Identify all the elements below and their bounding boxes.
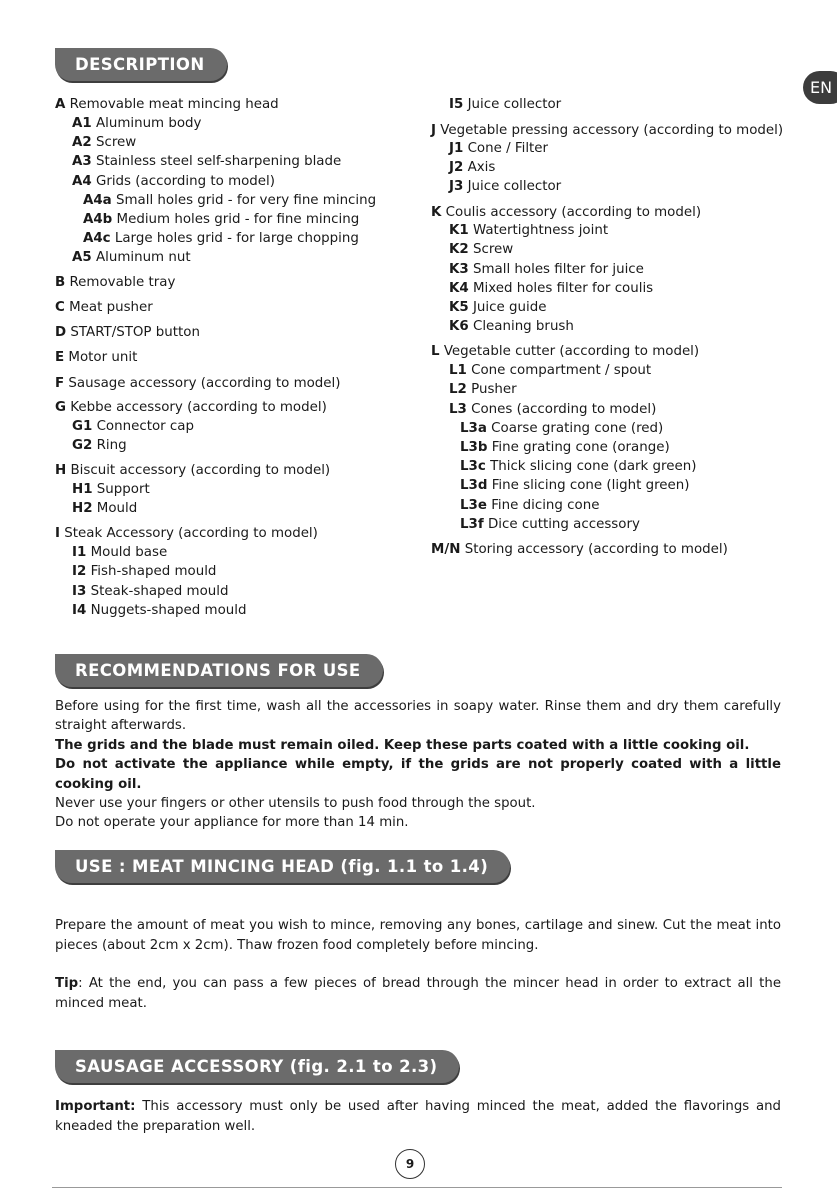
description-item xyxy=(460,496,599,515)
item-code: K6 xyxy=(449,319,469,334)
description-item xyxy=(449,158,495,177)
description-item xyxy=(72,133,136,152)
item-label: Stainless steel self-sharpening blade xyxy=(95,154,342,169)
description-item xyxy=(460,419,663,438)
item-label: Small holes filter for juice xyxy=(472,262,644,277)
item-label: Removable meat mincing head xyxy=(69,97,279,112)
description-item xyxy=(460,438,670,457)
description-item xyxy=(55,323,200,342)
tip-paragraph xyxy=(55,974,781,1014)
sausage-text xyxy=(55,1097,781,1137)
description-item xyxy=(449,240,513,259)
item-code: L xyxy=(431,344,440,359)
item-code: C xyxy=(55,300,65,315)
item-label: Thick slicing cone (dark green) xyxy=(490,459,697,474)
item-code: I2 xyxy=(72,564,87,579)
item-label: Meat pusher xyxy=(69,300,153,315)
item-label: Screw xyxy=(95,135,137,150)
item-label: Juice collector xyxy=(467,97,562,112)
item-label: Cones (according to model) xyxy=(471,402,657,417)
description-item xyxy=(55,95,279,114)
description-item xyxy=(83,210,359,229)
description-item xyxy=(449,361,651,380)
description-item xyxy=(431,540,728,559)
item-code: G1 xyxy=(72,419,93,434)
item-code: A4a xyxy=(83,193,112,208)
item-label: Screw xyxy=(472,242,514,257)
item-code: L3a xyxy=(460,421,487,436)
item-code: J1 xyxy=(449,141,464,156)
item-label: Motor unit xyxy=(68,350,138,365)
recommendation-warning: The grids and the blade must remain oiled. Keep these parts coated with a little cooking oil. xyxy=(55,737,750,753)
description-item xyxy=(83,191,376,210)
item-label: Cone / Filter xyxy=(467,141,549,156)
footer-rule xyxy=(52,1187,782,1188)
description-item xyxy=(72,152,341,171)
item-code: A3 xyxy=(72,154,92,169)
tip-label: Tip xyxy=(55,976,79,991)
item-label: Pusher xyxy=(471,382,517,397)
item-label: Fine slicing cone (light green) xyxy=(491,478,690,493)
item-code: H2 xyxy=(72,501,93,516)
important-text: This accessory must only be used after having minced the meat, added the flavorings and kneaded the preparation well. xyxy=(55,1099,781,1134)
description-item xyxy=(72,499,137,518)
item-label: Mould base xyxy=(90,545,168,560)
item-label: Aluminum nut xyxy=(95,250,191,265)
description-item xyxy=(460,476,689,495)
item-label: Removable tray xyxy=(69,275,176,290)
item-code: E xyxy=(55,350,65,365)
tip-text: : At the end, you can pass a few pieces of bread through the mincer head in order to extract all the minced meat. xyxy=(55,976,781,1011)
item-code: J3 xyxy=(449,179,464,194)
important-label: Important: xyxy=(55,1099,136,1114)
item-code: L2 xyxy=(449,382,467,397)
item-label: Ring xyxy=(96,438,127,453)
meat-mincing-paragraph: Prepare the amount of meat you wish to mince, removing any bones, cartilage and sinew. Cut the meat into pieces (about 2cm x 2cm). Thaw frozen food completely before mincing. xyxy=(55,918,781,953)
description-item xyxy=(72,172,275,191)
item-label: Support xyxy=(96,482,150,497)
description-item xyxy=(72,480,150,499)
description-item xyxy=(449,139,548,158)
item-label: Juice guide xyxy=(472,300,547,315)
description-item xyxy=(72,436,127,455)
item-label: Fine dicing cone xyxy=(491,498,600,513)
description-item xyxy=(431,121,783,140)
description-item xyxy=(431,203,701,222)
description-item xyxy=(72,543,167,562)
item-label: Medium holes grid - for fine mincing xyxy=(116,212,360,227)
item-label: Cleaning brush xyxy=(472,319,574,334)
description-item xyxy=(55,374,341,393)
item-label: Sausage accessory (according to model) xyxy=(68,376,341,391)
page-number: 9 xyxy=(395,1149,425,1179)
item-code: L3 xyxy=(449,402,467,417)
item-code: I xyxy=(55,526,60,541)
description-item xyxy=(55,461,330,480)
description-item xyxy=(72,562,216,581)
description-item xyxy=(449,279,653,298)
recommendation-paragraph: Before using for the first time, wash all the accessories in soapy water. Rinse them and dry them carefully straight afterwards. xyxy=(55,699,781,734)
item-code: K4 xyxy=(449,281,469,296)
section-heading-meat-mincing: USE : MEAT MINCING HEAD (fig. 1.1 to 1.4) xyxy=(55,850,510,883)
description-item xyxy=(72,582,228,601)
section-heading-sausage: SAUSAGE ACCESSORY (fig. 2.1 to 2.3) xyxy=(55,1050,459,1083)
item-code: I5 xyxy=(449,97,464,112)
item-code: K2 xyxy=(449,242,469,257)
item-code: H1 xyxy=(72,482,93,497)
item-label: Juice collector xyxy=(467,179,562,194)
item-label: Grids (according to model) xyxy=(95,174,275,189)
description-item xyxy=(449,298,546,317)
description-item xyxy=(449,177,561,196)
description-item xyxy=(72,114,201,133)
description-item xyxy=(449,95,561,114)
item-label: Watertightness joint xyxy=(472,223,609,238)
description-item xyxy=(431,342,699,361)
item-code: I4 xyxy=(72,603,87,618)
item-label: Axis xyxy=(467,160,496,175)
item-label: Coarse grating cone (red) xyxy=(491,421,664,436)
item-code: L3b xyxy=(460,440,488,455)
item-code: A1 xyxy=(72,116,92,131)
item-label: Nuggets-shaped mould xyxy=(90,603,247,618)
item-code: I3 xyxy=(72,584,87,599)
item-label: START/STOP button xyxy=(70,325,200,340)
description-item xyxy=(72,248,191,267)
item-label: Connector cap xyxy=(96,419,194,434)
item-label: Large holes grid - for large chopping xyxy=(114,231,359,246)
item-label: Mould xyxy=(96,501,138,516)
description-item xyxy=(449,260,644,279)
item-label: Fine grating cone (orange) xyxy=(491,440,670,455)
item-code: I1 xyxy=(72,545,87,560)
item-code: J xyxy=(431,123,436,138)
item-label: Cone compartment / spout xyxy=(471,363,652,378)
description-item xyxy=(449,380,517,399)
item-code: A xyxy=(55,97,66,112)
item-code: G xyxy=(55,400,66,415)
description-item xyxy=(55,398,327,417)
recommendation-paragraph: Do not operate your appliance for more than 14 min. xyxy=(55,815,409,831)
item-label: Storing accessory (according to model) xyxy=(464,542,728,557)
item-code: G2 xyxy=(72,438,93,453)
item-code: K xyxy=(431,205,442,220)
section-heading-recommendations: RECOMMENDATIONS FOR USE xyxy=(55,654,383,687)
item-code: B xyxy=(55,275,66,290)
item-label: Small holes grid - for very fine mincing xyxy=(115,193,377,208)
item-code: J2 xyxy=(449,160,464,175)
item-code: K1 xyxy=(449,223,469,238)
item-code: A5 xyxy=(72,250,92,265)
recommendation-warning: Do not activate the appliance while empty, if the grids are not properly coated with a little cooking oil. xyxy=(55,757,781,792)
important-paragraph xyxy=(55,1097,781,1137)
description-item xyxy=(449,400,656,419)
description-item xyxy=(460,515,640,534)
item-code: A4 xyxy=(72,174,92,189)
description-item xyxy=(55,524,318,543)
item-label: Vegetable pressing accessory (according to model) xyxy=(440,123,784,138)
item-code: K5 xyxy=(449,300,469,315)
item-code: L3c xyxy=(460,459,486,474)
item-code: L1 xyxy=(449,363,467,378)
item-code: L3f xyxy=(460,517,484,532)
item-label: Aluminum body xyxy=(95,116,202,131)
item-code: M/N xyxy=(431,542,461,557)
description-item xyxy=(460,457,696,476)
item-code: L3d xyxy=(460,478,488,493)
description-item xyxy=(83,229,359,248)
section-heading-description: DESCRIPTION xyxy=(55,48,227,81)
description-item xyxy=(55,348,137,367)
description-item xyxy=(449,221,608,240)
item-label: Vegetable cutter (according to model) xyxy=(443,344,700,359)
description-item xyxy=(449,317,574,336)
description-item xyxy=(55,298,153,317)
item-code: A4c xyxy=(83,231,111,246)
item-label: Kebbe accessory (according to model) xyxy=(70,400,327,415)
item-label: Steak Accessory (according to model) xyxy=(64,526,318,541)
recommendation-paragraph: Never use your fingers or other utensils to push food through the spout. xyxy=(55,796,536,812)
item-code: H xyxy=(55,463,67,478)
item-code: F xyxy=(55,376,65,391)
description-item xyxy=(72,601,247,620)
meat-mincing-text xyxy=(55,916,781,1014)
item-code: D xyxy=(55,325,67,340)
item-label: Mixed holes filter for coulis xyxy=(472,281,654,296)
item-label: Fish-shaped mould xyxy=(90,564,217,579)
item-code: L3e xyxy=(460,498,487,513)
item-label: Dice cutting accessory xyxy=(487,517,640,532)
item-label: Steak-shaped mould xyxy=(90,584,229,599)
description-item xyxy=(55,273,175,292)
item-code: A4b xyxy=(83,212,113,227)
item-code: A2 xyxy=(72,135,92,150)
language-tab: EN xyxy=(803,71,837,104)
item-code: K3 xyxy=(449,262,469,277)
item-label: Biscuit accessory (according to model) xyxy=(70,463,331,478)
recommendations-text xyxy=(55,697,781,833)
item-label: Coulis accessory (according to model) xyxy=(445,205,702,220)
description-item xyxy=(72,417,194,436)
